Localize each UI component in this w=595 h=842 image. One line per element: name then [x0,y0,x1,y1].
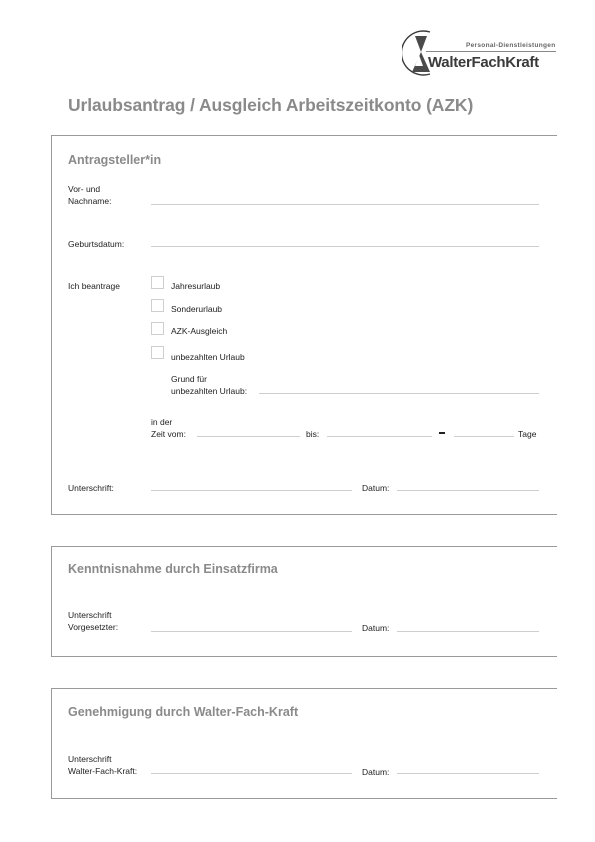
signature-field[interactable] [151,490,352,491]
days-label: Tage [518,429,537,439]
checkbox-special-leave[interactable] [151,299,164,312]
logo-divider [426,51,556,52]
date-label: Datum: [362,623,390,633]
date-field[interactable] [397,773,539,774]
approver-signature-field[interactable] [151,773,352,774]
birth-date-field[interactable] [151,246,539,247]
section-heading: Genehmigung durch Walter-Fach-Kraft [68,705,299,719]
separator-dash [439,432,445,434]
option-annual-leave: Jahresurlaub [171,281,221,291]
days-field[interactable] [454,436,514,437]
date-field[interactable] [397,631,539,632]
date-label: Datum: [362,767,390,777]
period-to-field[interactable] [327,436,432,437]
name-field[interactable] [151,204,539,205]
period-label-line2: Zeit vom: [151,429,186,439]
supervisor-signature-label [68,609,118,633]
reason-label-line2: unbezahlten Urlaub: [171,386,248,396]
name-label-line1: Vor- und [68,184,101,194]
option-unpaid-leave: unbezahlten Urlaub [171,352,245,362]
checkbox-annual-leave[interactable] [151,276,164,289]
approver-signature-label [68,753,137,777]
until-label: bis: [306,429,320,439]
option-azk-compensation: AZK-Ausgleich [171,326,228,336]
reason-field[interactable] [259,393,539,394]
checkbox-unpaid-leave[interactable] [151,346,164,359]
signature-label: Unterschrift: [68,483,114,493]
section-applicant [51,135,557,515]
section-heading: Antragsteller*in [68,153,162,167]
document-title: Urlaubsantrag / Ausgleich Arbeitszeitkonto (AZK) [68,95,474,115]
section-approval [51,688,557,799]
reason-label [171,373,247,397]
reason-label-line1: Grund für [171,374,207,384]
period-from-field[interactable] [197,436,300,437]
period-label-line1: in der [151,417,173,427]
approver-signature-label-line1: Unterschrift [68,754,112,764]
name-label-line2: Nachname: [68,196,112,206]
section-heading: Kenntnisnahme durch Einsatzfirma [68,562,278,576]
logo-wordmark: WalterFachKraft [428,54,539,71]
supervisor-signature-label-line1: Unterschrift [68,610,112,620]
checkbox-azk-compensation[interactable] [151,322,164,335]
approver-signature-label-line2: Walter-Fach-Kraft: [68,766,138,776]
period-label [151,416,186,440]
date-field[interactable] [397,490,539,491]
birth-date-label: Geburtsdatum: [68,239,125,249]
request-label: Ich beantrage [68,281,120,291]
date-label: Datum: [362,483,390,493]
option-special-leave: Sonderurlaub [171,304,223,314]
supervisor-signature-label-line2: Vorgesetzter: [68,622,119,632]
supervisor-signature-field[interactable] [151,631,352,632]
section-client-acknowledgement [51,546,557,657]
name-label [68,183,111,207]
logo-tagline: Personal-Dienstleistungen [466,42,556,49]
